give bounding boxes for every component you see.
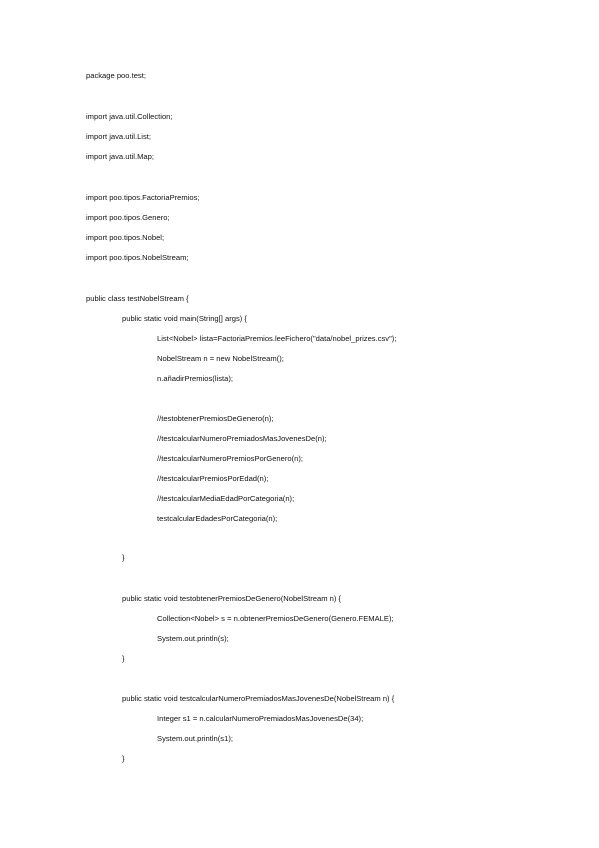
code-line-closing-brace: } [122,654,125,663]
code-line-comment: //testcalcularNumeroPremiosPorGenero(n); [157,454,304,463]
code-line-closing-brace: } [122,553,125,562]
code-line-statement: NobelStream n = new NobelStream(); [157,354,284,363]
code-line-comment: //testobtenerPremiosDeGenero(n); [157,414,274,423]
code-line-comment: //testcalcularNumeroPremiadosMasJovenesDe(n); [157,434,327,443]
code-line-import: import java.util.List; [86,132,151,141]
code-line-statement: n.añadirPremios(lista); [157,374,233,383]
code-line-import: import java.util.Collection; [86,112,173,121]
code-line-import: import poo.tipos.NobelStream; [86,253,189,262]
code-line-statement: List<Nobel> lista=FactoriaPremios.leeFichero("data/nobel_prizes.csv"); [157,334,397,343]
code-line-import: import java.util.Map; [86,152,154,161]
code-line-statement: System.out.println(s1); [157,734,233,743]
code-line-package: package poo.test; [86,71,146,80]
code-line-comment: //testcalcularMediaEdadPorCategoria(n); [157,494,295,503]
code-line-class-declaration: public class testNobelStream { [86,294,189,303]
code-line-method-declaration: public static void main(String[] args) { [122,314,247,323]
code-line-import: import poo.tipos.FactoriaPremios; [86,193,200,202]
code-line-method-declaration: public static void testcalcularNumeroPremiadosMasJovenesDe(NobelStream n) { [122,694,395,703]
code-line-statement: System.out.println(s); [157,634,229,643]
code-line-statement: Integer s1 = n.calcularNumeroPremiadosMasJovenesDe(34); [157,714,364,723]
code-line-method-declaration: public static void testobtenerPremiosDeGenero(NobelStream n) { [122,594,342,603]
code-line-import: import poo.tipos.Genero; [86,213,170,222]
code-line-closing-brace: } [122,754,125,763]
code-line-statement: Collection<Nobel> s = n.obtenerPremiosDeGenero(Genero.FEMALE); [157,614,394,623]
code-line-comment: //testcalcularPremiosPorEdad(n); [157,474,269,483]
code-line-import: import poo.tipos.Nobel; [86,233,165,242]
code-line-statement: testcalcularEdadesPorCategoria(n); [157,514,278,523]
